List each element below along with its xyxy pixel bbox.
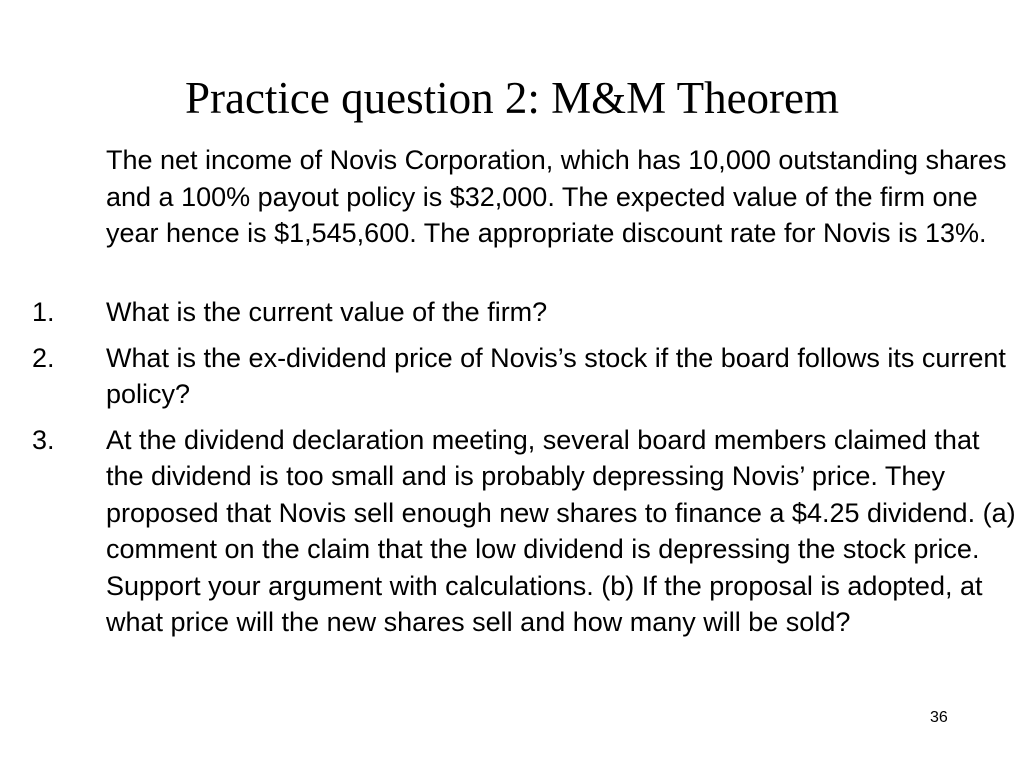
question-text: What is the current value of the firm? <box>106 297 548 327</box>
question-item-2 <box>32 340 1017 413</box>
question-item-1 <box>32 294 1017 331</box>
question-number: 2. <box>32 342 55 373</box>
question-text: What is the ex-dividend price of Novis’s stock if the board follows its current policy? <box>106 342 1006 409</box>
question-text: At the dividend declaration meeting, several board members claimed that the dividend is too small and is probably depressing Novis’ price. They proposed that Novis sell enough new shares to finance a $4.25 dividend. (a) comment on the claim that the low dividend is depressing the stock price. Support your argument with calculations. (b) If the proposal is adopted, at what price will the new shares sell and how many will be sold? <box>106 424 1016 637</box>
problem-statement: The net income of Novis Corporation, which has 10,000 outstanding shares and a 100% payout policy is $32,000. The expected value of the firm one year hence is $1,545,600. The appropriate discount rate for Novis is 13%. <box>106 145 1007 248</box>
page-number: 36 <box>930 709 948 726</box>
question-list <box>32 294 1017 650</box>
question-number: 3. <box>32 424 55 455</box>
question-item-3 <box>32 422 1017 641</box>
question-number: 1. <box>32 297 55 327</box>
slide-title: Practice question 2: M&M Theorem <box>184 73 840 123</box>
